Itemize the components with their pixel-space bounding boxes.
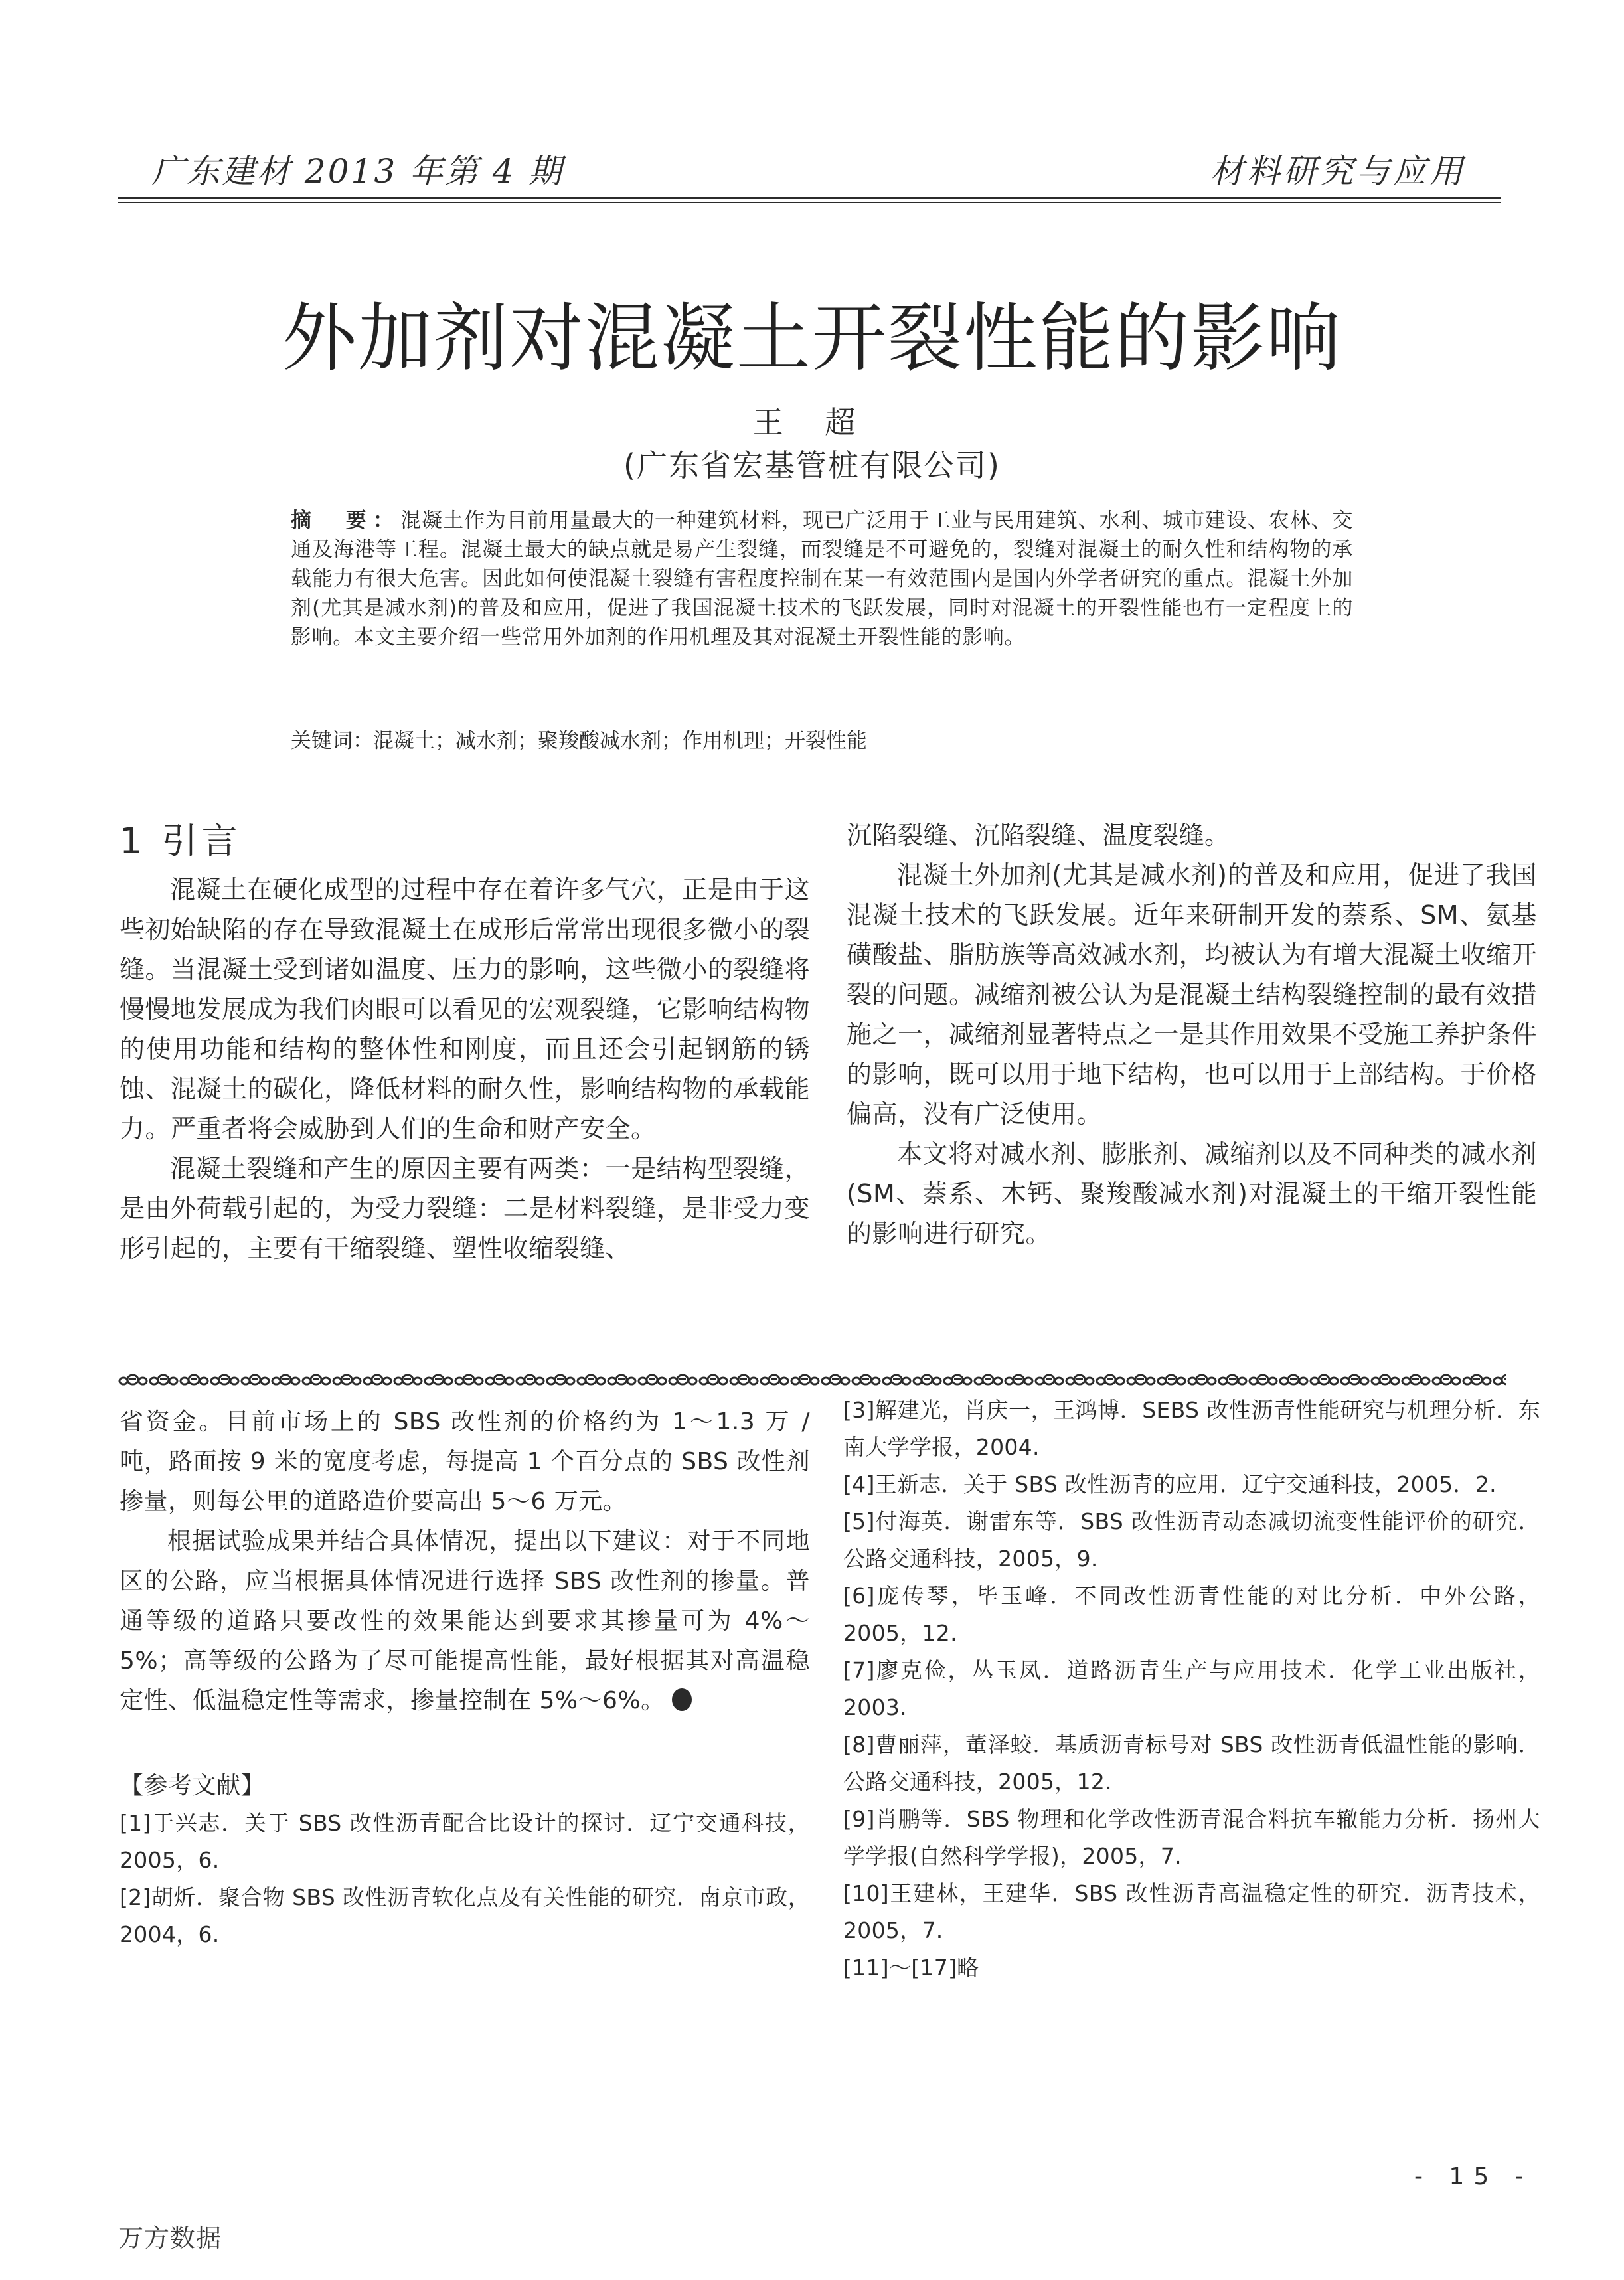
watermark: 万方数据 bbox=[118, 2224, 222, 2253]
reference-item: [11]～[17]略 bbox=[843, 1955, 979, 1981]
paragraph: 本文将对减水剂、膨胀剂、减缩剂以及不同种类的减水剂(SM、萘系、木钙、聚羧酸减水剂)对混凝土的干缩开裂性能的影响进行研究。 bbox=[847, 1139, 1537, 1248]
author-affiliation: (广东省宏基管桩有限公司) bbox=[623, 448, 1001, 483]
reference-item: [10]王建林，王建华．SBS 改性沥青高温稳定性的研究．沥青技术，2005，7. bbox=[843, 1880, 1540, 1943]
reference-item: [4]王新志．关于 SBS 改性沥青的应用．辽宁交通科技，2005．2. bbox=[843, 1471, 1497, 1497]
decorative-divider bbox=[118, 1373, 1506, 1386]
abstract-text: 混凝土作为目前用量最大的一种建筑材料，现已广泛用于工业与民用建筑、水利、城市建设、农林、交通及海港等工程。混凝土最大的缺点就是易产生裂缝，而裂缝是不可避免的，裂缝对混凝土的耐久性和结构物的承载能力有很大危害。因此如何使混凝土裂缝有害程度控制在某一有效范围内是国内外学者研究的重点。混凝土外加剂(尤其是减水剂)的普及和应用，促进了我国混凝土技术的飞跃发展，同时对混凝土的开裂性能也有一定程度上的影响。本文主要介绍一些常用外加剂的作用机理及其对混凝土开裂性能的影响。 bbox=[291, 509, 1353, 649]
header-rule bbox=[118, 197, 1501, 199]
paragraph-continuation: 沉陷裂缝、沉陷裂缝、温度裂缝。 bbox=[847, 821, 1230, 850]
reference-item: [6]庞传琴，毕玉峰．不同改性沥青性能的对比分析．中外公路，2005，12. bbox=[843, 1583, 1540, 1646]
paragraph bbox=[120, 1522, 810, 1721]
reference-item: [1]于兴志．关于 SBS 改性沥青配合比设计的探讨．辽宁交通科技，2005，6. bbox=[120, 1810, 810, 1873]
abstract-label: 摘 要： bbox=[291, 509, 401, 532]
column-name-header: 材料研究与应用 bbox=[1210, 152, 1466, 191]
reference-item: [8]曹丽萍，董泽蛟．基质沥青标号对 SBS 改性沥青低温性能的影响．公路交通科技，2005，12. bbox=[843, 1732, 1540, 1795]
reference-item: [3]解建光，肖庆一，王鸿博．SEBS 改性沥青性能研究与机理分析．东南大学学报，2004. bbox=[843, 1397, 1540, 1460]
keywords-text: 混凝土；减水剂；聚羧酸减水剂；作用机理；开裂性能 bbox=[373, 729, 867, 753]
keywords-label: 关键词： bbox=[291, 729, 373, 753]
references-heading: 【参考文献】 bbox=[120, 1772, 266, 1799]
paragraph: 混凝土外加剂(尤其是减水剂)的普及和应用，促进了我国混凝土技术的飞跃发展。近年来研制开发的萘系、SM、氨基磺酸盐、脂肪族等高效减水剂，均被认为有增大混凝土收缩开裂的问题。减缩剂被公认为是混凝土结构裂缝控制的最有效措施之一，减缩剂显著特点之一是其作用效果不受施工养护条件的影响，既可以用于地下结构，也可以用于上部结构。于价格偏高，没有广泛使用。 bbox=[847, 860, 1537, 1129]
page-number: - 15 - bbox=[1414, 2163, 1533, 2190]
section1-left-column bbox=[120, 815, 810, 1268]
paragraph: 混凝土裂缝和产生的原因主要有两类：一是结构型裂缝，是由外荷载引起的，为受力裂缝：二是材料裂缝，是非受力变形引起的，主要有干缩裂缝、塑性收缩裂缝、 bbox=[120, 1154, 810, 1263]
paragraph-continuation: 省资金。目前市场上的 SBS 改性剂的价格约为 1～1.3 万 / 吨，路面按 9 米的宽度考虑，每提高 1 个百分点的 SBS 改性剂掺量，则每公里的道路造价要高出 5～6 万元。 bbox=[120, 1408, 810, 1515]
reference-item: [5]付海英．谢雷东等．SBS 改性沥青动态减切流变性能评价的研究．公路交通科技，2005，9. bbox=[843, 1508, 1540, 1572]
section-heading: 1 引言 bbox=[120, 820, 242, 862]
paragraph-text: 根据试验成果并结合具体情况，提出以下建议：对于不同地区的公路，应当根据具体情况进行选择 SBS 改性剂的掺量。普通等级的道路只要改性的效果能达到要求其掺量可为 4%～5%；高等级的公路为了尽可能提高性能，最好根据其对高温稳定性、低温稳定性等需求，掺量控制在 5%～6%。 bbox=[120, 1528, 810, 1714]
header-rule-thin bbox=[118, 202, 1501, 203]
journal-issue-header: 广东建材 2013 年第 4 期 bbox=[151, 152, 564, 191]
reference-item: [9]肖鹏等．SBS 物理和化学改性沥青混合料抗车辙能力分析．扬州大学学报(自然科学学报)，2005，7. bbox=[843, 1806, 1540, 1869]
prev-article-right-column bbox=[843, 1392, 1540, 1987]
article-title: 外加剂对混凝土开裂性能的影响 bbox=[282, 295, 1342, 382]
prev-article-left-column bbox=[120, 1402, 810, 1953]
reference-item: [7]廖克俭，丛玉凤．道路沥青生产与应用技术．化学工业出版社，2003. bbox=[843, 1657, 1540, 1720]
abstract bbox=[291, 506, 1353, 652]
paragraph: 混凝土在硬化成型的过程中存在着许多气穴，正是由于这些初始缺陷的存在导致混凝土在成形后常常出现很多微小的裂缝。当混凝土受到诸如温度、压力的影响，这些微小的裂缝将慢慢地发展成为我们肉眼可以看见的宏观裂缝，它影响结构物的使用功能和结构的整体性和刚度，而且还会引起钢筋的锈蚀、混凝土的碳化，降低材料的耐久性，影响结构物的承载能力。严重者将会威胁到人们的生命和财产安全。 bbox=[120, 875, 810, 1143]
keywords bbox=[291, 726, 1353, 756]
section1-right-column bbox=[847, 815, 1537, 1254]
end-of-article-mark-icon bbox=[672, 1688, 692, 1711]
reference-item: [2]胡炘．聚合物 SBS 改性沥青软化点及有关性能的研究．南京市政，2004，6. bbox=[120, 1884, 810, 1947]
article-author: 王 超 bbox=[752, 404, 872, 440]
